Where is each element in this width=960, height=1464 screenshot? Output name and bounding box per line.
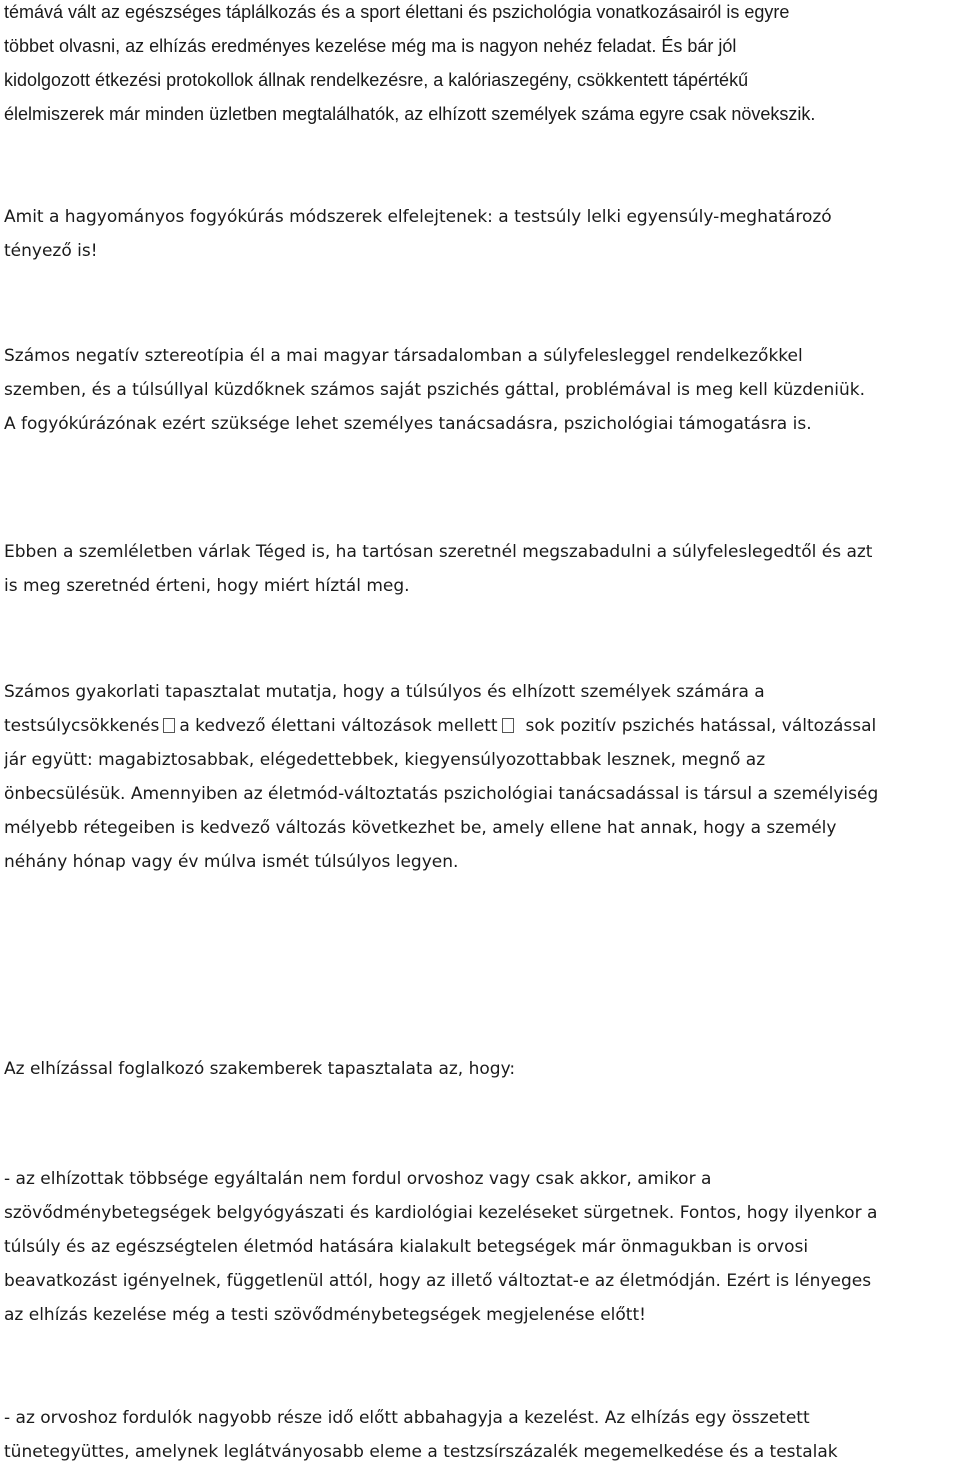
missing-glyph-icon: [163, 718, 175, 733]
text-line: kidolgozott étkezési protokollok állnak rendelkezésre, a kalóriaszegény, csökkentett tápértékű: [4, 70, 749, 90]
text-line: túlsúly és az egészségtelen életmód hatására kialakult betegségek már önmagukban is orvosi: [4, 1237, 809, 1257]
text-segment: sok pozitív pszichés hatással, változással: [525, 716, 877, 736]
text-line: Amit a hagyományos fogyókúrás módszerek elfelejtenek: a testsúly lelki egyensúly-meghatározó: [4, 207, 832, 227]
paragraph-experts-heading: [4, 1052, 958, 1086]
text-line-with-glyphs: [4, 709, 958, 743]
paragraph-stereotypes: [4, 339, 958, 441]
intro-paragraph: [4, 0, 958, 131]
text-line: tényező is!: [4, 241, 98, 261]
text-line: jár együtt: magabiztosabbak, elégedettebbek, kiegyensúlyozottabbak lesznek, megnő az: [4, 750, 766, 770]
text-line: Számos negatív sztereotípia él a mai magyar társadalomban a súlyfelesleggel rendelkezőkkel: [4, 346, 803, 366]
text-line: is meg szeretnéd érteni, hogy miért híztál meg.: [4, 576, 410, 596]
text-line: szövődménybetegségek belgyógyászati és kardiológiai kezeléseket sürgetnek. Fontos, hogy ilyenkor a: [4, 1203, 878, 1223]
text-segment: testsúlycsökkenés: [4, 716, 160, 736]
text-line: témává vált az egészséges táplálkozás és a sport élettani és pszichológia vonatkozásairól is egyre: [4, 2, 790, 22]
paragraph-traditional-diets: [4, 200, 958, 268]
text-line: tünetegyüttes, amelynek leglátványosabb eleme a testzsírszázalék megemelkedése és a testalak: [4, 1442, 838, 1462]
text-line: többet olvasni, az elhízás eredményes kezelése még ma is nagyon nehéz feladat. És bár jól: [4, 36, 737, 56]
text-line: szemben, és a túlsúllyal küzdőknek számos saját pszichés gáttal, problémával is meg kell küzdeniük.: [4, 380, 865, 400]
text-line: mélyebb rétegeiben is kedvező változás következhet be, amely ellene hat annak, hogy a személy: [4, 818, 837, 838]
text-line: - az elhízottak többsége egyáltalán nem fordul orvoshoz vagy csak akkor, amikor a: [4, 1169, 712, 1189]
text-line: az elhízás kezelése még a testi szövődménybetegségek megjelenése előtt!: [4, 1305, 646, 1325]
paragraph-invitation: [4, 535, 958, 603]
text-segment: a kedvező élettani változások mellett: [179, 716, 498, 736]
text-line: élelmiszerek már minden üzletben megtalálhatók, az elhízott személyek száma egyre csak növekszik.: [4, 104, 816, 124]
paragraph-point-two: [4, 1401, 958, 1464]
missing-glyph-icon: [502, 718, 514, 733]
text-line: Számos gyakorlati tapasztalat mutatja, hogy a túlsúlyos és elhízott személyek számára a: [4, 682, 765, 702]
text-line: A fogyókúrázónak ezért szüksége lehet személyes tanácsadásra, pszichológiai támogatásra is.: [4, 414, 812, 434]
text-line: - az orvoshoz fordulók nagyobb része idő előtt abbahagyja a kezelést. Az elhízás egy összetett: [4, 1408, 810, 1428]
paragraph-experience: [4, 675, 958, 879]
text-line: önbecsülésük. Amennyiben az életmód-változtatás pszichológiai tanácsadással is társul a személyiség: [4, 784, 879, 804]
text-line: néhány hónap vagy év múlva ismét túlsúlyos legyen.: [4, 852, 459, 872]
paragraph-point-one: [4, 1162, 958, 1332]
text-line: Az elhízással foglalkozó szakemberek tapasztalata az, hogy:: [4, 1059, 516, 1079]
text-line: Ebben a szemléletben várlak Téged is, ha tartósan szeretnél megszabadulni a súlyfeleslegedtől és azt: [4, 542, 873, 562]
text-line: beavatkozást igényelnek, függetlenül attól, hogy az illető változtat-e az életmódján. Ezért is lényeges: [4, 1271, 872, 1291]
